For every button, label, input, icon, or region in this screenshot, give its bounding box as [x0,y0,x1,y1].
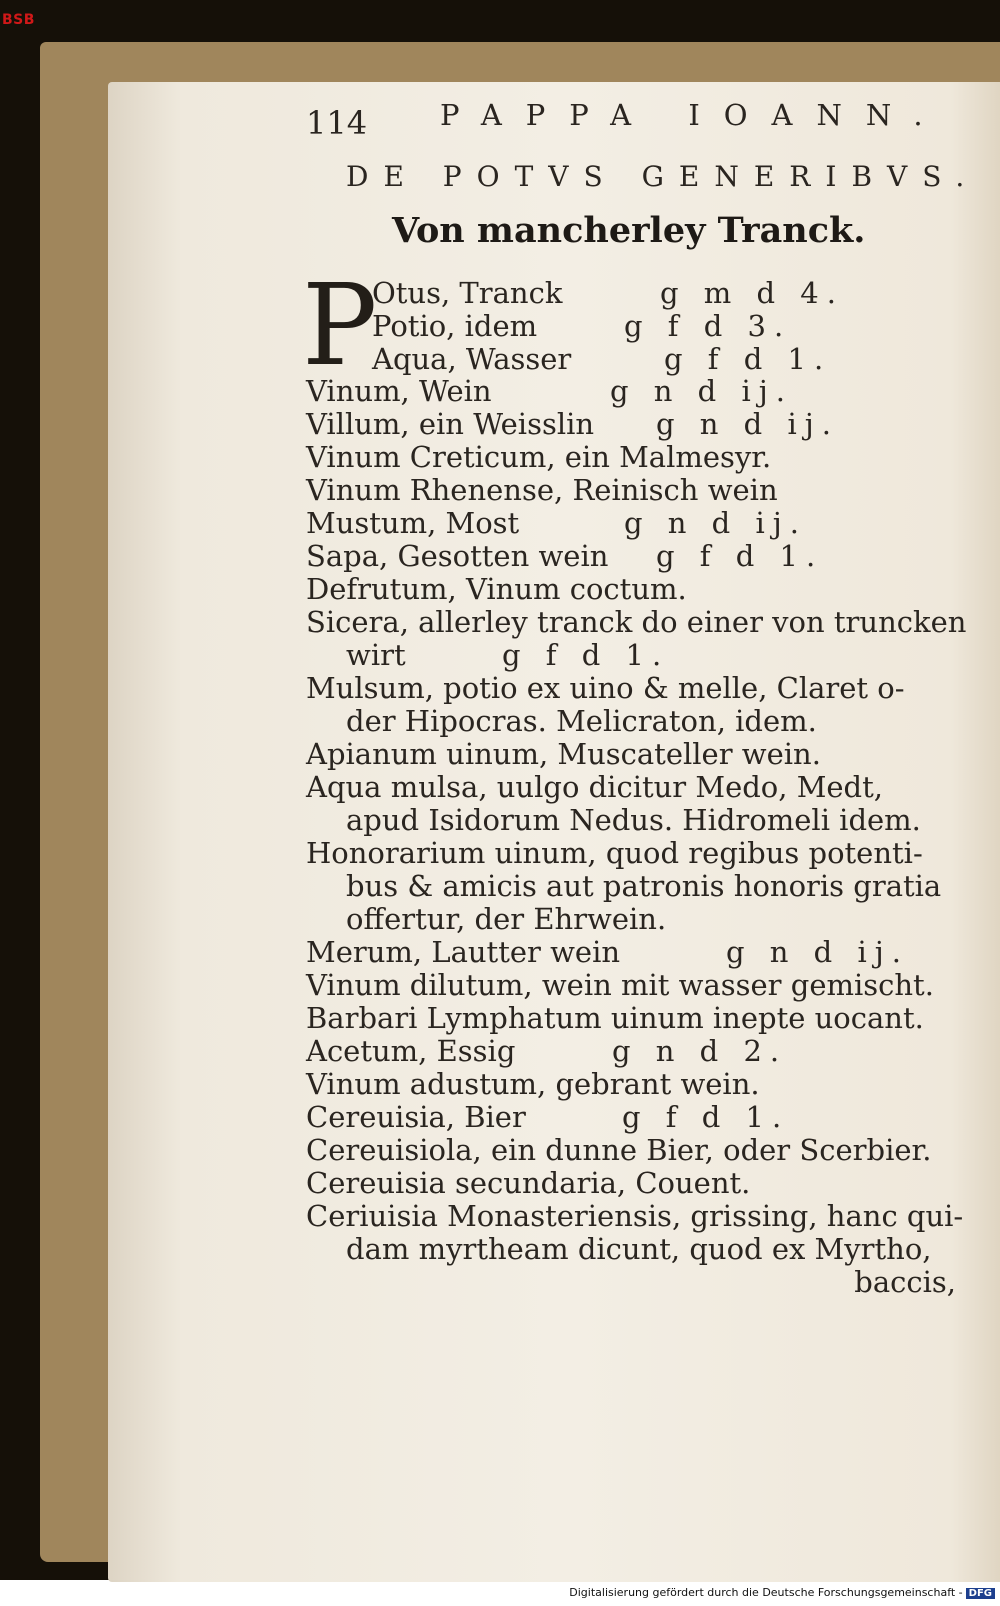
text-line [306,539,824,573]
line-text: Barbari Lymphatum uinum inepte uocant. [306,1001,924,1035]
line-text: Mustum, Most [306,506,520,540]
text-line [306,1001,924,1035]
line-text: Acetum, Essig [306,1034,516,1068]
catchword-line [706,1265,956,1301]
library-corner-label: BSB [2,12,35,28]
text-line [306,737,821,771]
drop-cap: P [302,261,378,391]
grammar-note: g n d ij. [656,407,839,441]
line-text: Apianum uinum, Muscateller wein. [306,737,821,771]
line-text: Ceriuisia Monasteriensis, grissing, hanc qui- [306,1199,964,1233]
line-text: Cereuisia, Bier [306,1100,526,1134]
text-line [306,572,687,606]
line-text: Vinum adustum, gebrant wein. [306,1067,760,1101]
grammar-note: g f d 1. [502,638,670,672]
grammar-note: g m d 4. [660,276,844,310]
german-heading: Von mancherley Tranck. [392,210,866,251]
line-text: Sapa, Gesotten wein [306,539,609,573]
line-text: Mulsum, potio ex uino & melle, Claret o- [306,671,905,705]
text-line [306,968,934,1002]
line-text: der Hipocras. Melicraton, idem. [346,704,817,738]
text-line [372,309,792,343]
text-line [306,473,778,507]
running-head: PAPPA IOANN. [440,98,947,132]
dfg-logo: DFG [966,1588,995,1599]
text-line [306,671,905,705]
line-text: Vinum dilutum, wein mit wasser gemischt. [306,968,934,1002]
grammar-note: g n d 2. [612,1034,788,1068]
line-text: Vinum Creticum, ein Malmesyr. [306,440,772,474]
grammar-note: g f d 1. [656,539,824,573]
text-line [306,1166,750,1200]
text-line [306,506,807,540]
grammar-note: g f d 1. [664,342,832,376]
text-line [306,1034,788,1068]
text-line [306,605,966,639]
line-text: Cereuisia secundaria, Couent. [306,1166,751,1200]
line-text: Potio, idem [372,309,538,343]
text-line [306,407,839,441]
text-line [306,374,793,408]
text-line [346,902,666,936]
line-text: offertur, der Ehrwein. [346,902,667,936]
grammar-note: g n d ij. [624,506,807,540]
line-text: dam myrtheam dicunt, quod ex Myrtho, [346,1232,932,1266]
text-line [306,1133,931,1167]
text-line [346,1232,932,1266]
text-line [372,276,844,310]
credit-text: Digitalisierung gefördert durch die Deutsche Forschungsgemeinschaft - [569,1586,963,1599]
line-text: Villum, ein Weisslin [306,407,595,441]
text-line [306,440,771,474]
line-text: Vinum, Wein [306,374,492,408]
text-line [306,836,923,870]
grammar-note: g f d 1. [622,1100,790,1134]
line-text: Sicera, allerley tranck do einer von truncken [306,605,967,639]
line-text: Merum, Lautter wein [306,935,621,969]
grammar-note: g n d ij. [610,374,793,408]
page-number: 114 [306,104,368,142]
line-text: Defrutum, Vinum coctum. [306,572,687,606]
text-line [306,1199,963,1233]
line-text: Aqua, Wasser [372,342,572,376]
line-text: Honorarium uinum, quod regibus potenti- [306,836,923,870]
text-line [346,803,921,837]
text-line [306,1067,760,1101]
text-line [346,869,941,903]
section-heading: DE POTVS GENERIBVS. [346,160,980,193]
grammar-note: g f d 3. [624,309,792,343]
text-line [306,935,909,969]
text-line [346,638,670,672]
line-text: Otus, Tranck [372,276,563,310]
line-text: apud Isidorum Nedus. Hidromeli idem. [346,803,921,837]
text-line [306,1100,790,1134]
catchword: baccis, [854,1265,956,1299]
text-line [372,342,832,376]
line-text: Cereuisiola, ein dunne Bier, oder Scerbier. [306,1133,932,1167]
line-text: Vinum Rhenense, Reinisch wein [306,473,778,507]
text-line [306,770,883,804]
text-line [346,704,817,738]
line-text: bus & amicis aut patronis honoris gratia [346,869,942,903]
grammar-note: g n d ij. [726,935,909,969]
line-text: Aqua mulsa, uulgo dicitur Medo, Medt, [306,770,883,804]
line-text: wirt [346,638,406,672]
digitization-credit [0,1586,995,1599]
